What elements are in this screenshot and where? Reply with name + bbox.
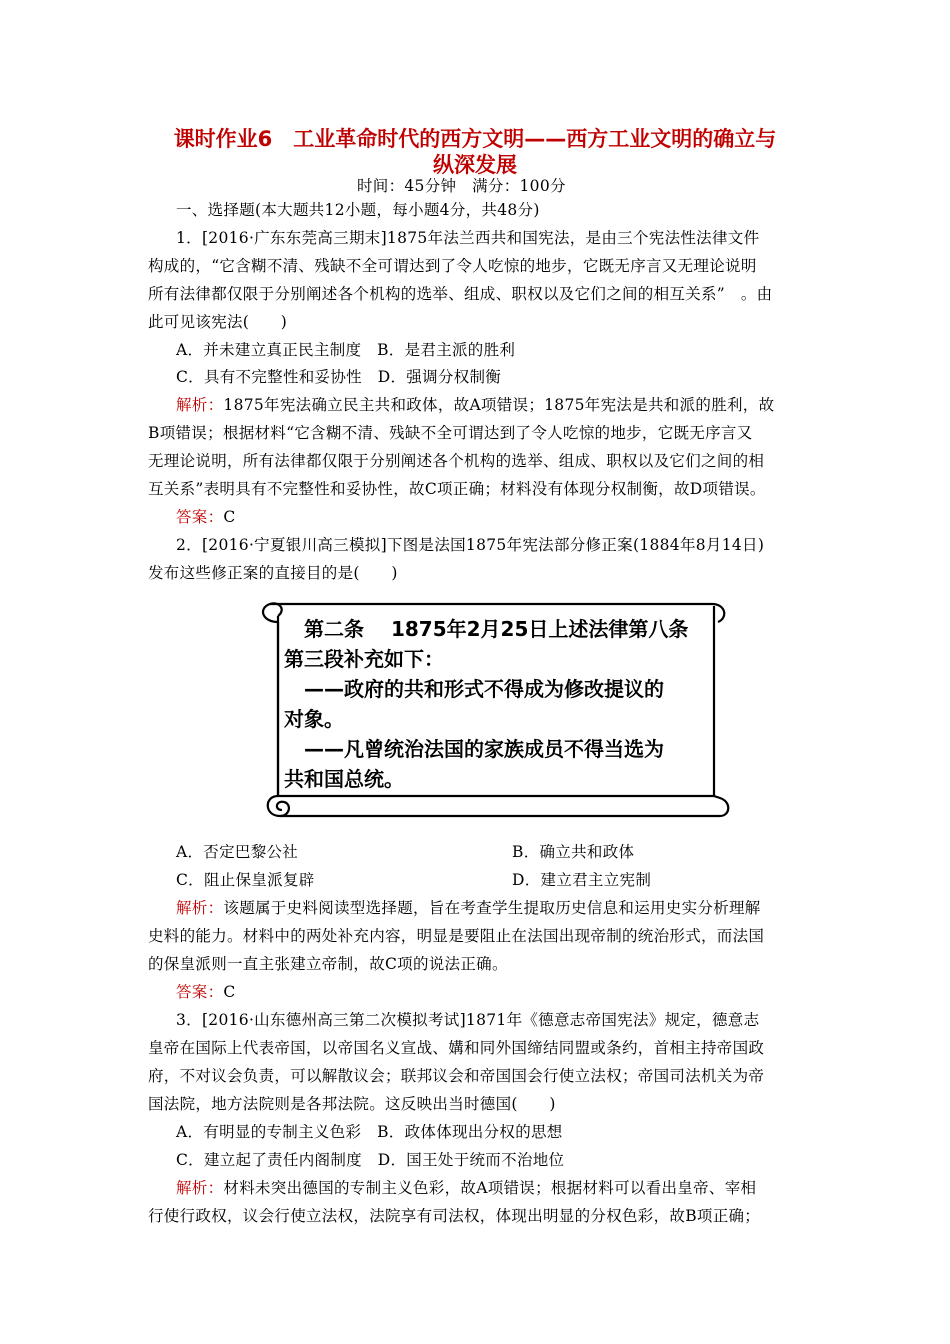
q3-line-3: 府，不对议会负责，可以解散议会；联邦议会和帝国国会行使立法权；帝国司法机关为帝 <box>148 1067 765 1085</box>
q1-option-d: D．强调分权制衡 <box>377 368 502 386</box>
page-title <box>140 126 810 178</box>
q2-analysis-label: 解析： <box>176 899 224 917</box>
scroll-line-4: 对象。 <box>284 707 344 731</box>
q1-option-c: C．具有不完整性和妥协性 <box>176 368 362 386</box>
q1-answer-value: C <box>223 508 236 526</box>
q2-analysis-line-3: 的保皇派则一直主张建立帝制，故C项的说法正确。 <box>148 955 508 973</box>
scroll-figure <box>256 600 732 822</box>
q1-line-2: 构成的，“它含糊不清、残缺不全可谓达到了令人吃惊的地步，它既无序言又无理论说明 <box>148 257 757 275</box>
scroll-text <box>284 614 709 794</box>
q3-option-a-b <box>176 1122 563 1142</box>
scroll-line-3: ——政府的共和形式不得成为修改提议的 <box>284 677 664 701</box>
title-line-2: 纵深发展 <box>433 153 517 177</box>
q2-option-a: A．否定巴黎公社 <box>176 843 299 861</box>
scroll-line-5: ——凡曾统治法国的家族成员不得当选为 <box>284 737 664 761</box>
q2-answer-label: 答案： <box>176 983 224 1001</box>
q1-option-a: A．并未建立真正民主制度 <box>176 341 362 359</box>
q1-line-3: 所有法律都仅限于分别阐述各个机构的选举、组成、职权以及它们之间的相互关系” 。由 <box>148 285 773 303</box>
q1-analysis-line-2: B项错误；根据材料“它含糊不清、残缺不全可谓达到了令人吃惊的地步，它既无序言又 <box>148 424 753 442</box>
q1-answer <box>176 507 236 527</box>
q2-analysis-line-1: 解析：该题属于史料阅读型选择题，旨在考查学生提取历史信息和运用史实分析理解 <box>176 899 761 917</box>
q1-option-b: B．是君主派的胜利 <box>377 341 516 359</box>
q1-line-1: 1．[2016·广东东莞高三期末]1875年法兰西共和国宪法，是由三个宪法性法律文件 <box>176 229 760 247</box>
q1-answer-label: 答案： <box>176 508 224 526</box>
q3-analysis-label: 解析： <box>176 1179 224 1197</box>
q3-option-c: C．建立起了责任内阁制度 <box>176 1151 362 1169</box>
q1-analysis-line-4: 互关系”表明具有不完整性和妥协性，故C项正确；材料没有体现分权制衡，故D项错误。 <box>148 480 766 498</box>
q2-line-1: 2．[2016·宁夏银川高三模拟]下图是法国1875年宪法部分修正案(1884年8月14日) <box>176 536 765 554</box>
q2-answer-value: C <box>223 983 236 1001</box>
section-heading: 一、选择题(本大题共12小题，每小题4分，共48分) <box>176 201 540 219</box>
q3-analysis-line-2: 行使行政权，议会行使立法权，法院享有司法权，体现出明显的分权色彩，故B项正确； <box>148 1207 761 1225</box>
title-line-1: 课时作业6 工业革命时代的西方文明——西方工业文明的确立与 <box>173 127 777 151</box>
q2-option-b: B．确立共和政体 <box>512 843 635 861</box>
q3-analysis-line-1: 解析：材料未突出德国的专制主义色彩，故A项错误；根据材料可以看出皇帝、宰相 <box>176 1179 757 1197</box>
q3-option-b: B．政体体现出分权的思想 <box>377 1123 563 1141</box>
q1-analysis-line-3: 无理论说明，所有法律都仅限于分别阐述各个机构的选举、组成、职权以及它们之间的相 <box>148 452 765 470</box>
q3-line-1: 3．[2016·山东德州高三第二次模拟考试]1871年《德意志帝国宪法》规定，德意志 <box>176 1011 760 1029</box>
q2-option-d: D．建立君主立宪制 <box>512 871 652 889</box>
q3-line-2: 皇帝在国际上代表帝国，以帝国名义宣战、媾和同外国缔结同盟或条约，首相主持帝国政 <box>148 1039 765 1057</box>
scroll-line-2: 第三段补充如下： <box>284 647 444 671</box>
q2-analysis-line-2: 史料的能力。材料中的两处补充内容，明显是要阻止在法国出现帝制的统治形式，而法国 <box>148 927 765 945</box>
q1-option-c-d <box>176 367 501 387</box>
q2-option-c: C．阻止保皇派复辟 <box>176 871 315 889</box>
q1-analysis-line-1: 解析：1875年宪法确立民主共和政体，故A项错误；1875年宪法是共和派的胜利，故 <box>176 396 775 414</box>
q1-analysis-label: 解析： <box>176 396 224 414</box>
q1-line-4: 此可见该宪法( ) <box>148 313 288 331</box>
q1-option-a-b <box>176 340 515 360</box>
q3-line-4: 国法院，地方法院则是各邦法院。这反映出当时德国( ) <box>148 1095 556 1113</box>
q3-option-a: A．有明显的专制主义色彩 <box>176 1123 362 1141</box>
q2-answer <box>176 982 236 1002</box>
q3-option-d: D．国王处于统而不治地位 <box>377 1151 565 1169</box>
scroll-line-6: 共和国总统。 <box>284 767 404 791</box>
q2-line-2: 发布这些修正案的直接目的是( ) <box>148 564 398 582</box>
q3-option-c-d <box>176 1150 564 1170</box>
subtitle: 时间：45分钟 满分：100分 <box>357 177 566 195</box>
scroll-line-1: 第二条 1875年2月25日上述法律第八条 <box>284 617 689 641</box>
